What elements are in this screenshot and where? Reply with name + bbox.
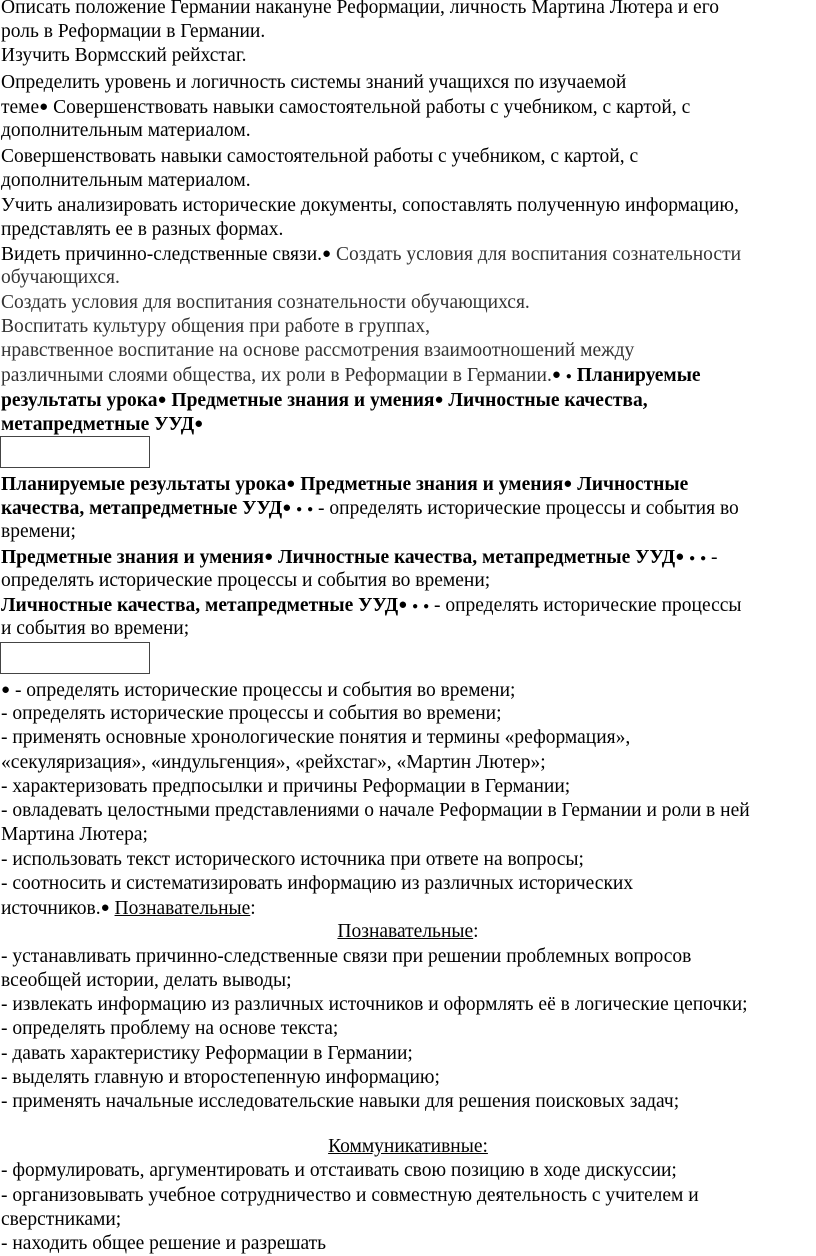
text-line: Планируемые результаты урока● Предметные знания и умения● Личностные	[1, 474, 689, 495]
bullet-icon: ●	[194, 416, 204, 432]
bullet-icon: ●	[551, 367, 561, 383]
bullet-icon: ●	[434, 392, 444, 408]
bullet-small-icon: ●	[307, 504, 314, 515]
text-line: - организовывать учебное сотрудничество и совместную деятельность с учителем и	[1, 1185, 699, 1206]
empty-box	[0, 642, 150, 674]
text-line: дополнительным материалом.	[1, 170, 251, 191]
bullet-icon: ●	[563, 476, 573, 492]
text-line: ● - определять исторические процессы и события во времени;	[1, 680, 516, 701]
text-line: времени;	[1, 521, 76, 542]
bullet-icon: ●	[286, 476, 296, 492]
text-line: «секуляризация», «индульгенция», «рейхстаг», «Мартин Лютер»;	[1, 752, 546, 773]
text-line: - определять исторические процессы и события во времени;	[1, 703, 502, 724]
text-line: нравственное воспитание на основе рассмотрения взаимоотношений между	[1, 340, 635, 361]
text-line: Видеть причинно-следственные связи.● Создать условия для воспитания сознательности	[1, 244, 742, 265]
text-line: Совершенствовать навыки самостоятельной работы с учебником, с картой, с	[1, 146, 639, 167]
text-line: Предметные знания и умения● Личностные качества, метапредметные УУД● ● ● -	[1, 547, 718, 568]
text-line: качества, метапредметные УУД● ● ● - определять исторические процессы и события во	[1, 498, 739, 519]
text-line: роль в Реформации в Германии.	[1, 21, 266, 42]
bullet-small-icon: ●	[565, 371, 572, 382]
bullet-icon: ●	[264, 549, 274, 565]
text-line: Воспитать культуру общения при работе в группах,	[1, 316, 430, 337]
section-heading: Познавательные:	[337, 921, 479, 942]
text-line: - определять проблему на основе текста;	[1, 1018, 339, 1039]
bullet-small-icon: ●	[689, 553, 696, 564]
bullet-icon: ●	[398, 597, 408, 613]
bullet-icon: ●	[100, 900, 110, 916]
text-line: - применять основные хронологические понятия и термины «реформация»,	[1, 727, 631, 748]
text-line: источников.● Познавательные:	[1, 898, 256, 919]
text-line: Описать положение Германии накануне Реформации, личность Мартина Лютера и его	[1, 0, 719, 18]
text-line: определять исторические процессы и события во времени;	[1, 570, 491, 591]
bullet-small-icon: ●	[412, 601, 419, 612]
text-line: - соотносить и систематизировать информацию из различных исторических	[1, 873, 634, 894]
empty-box	[0, 436, 150, 468]
bullet-icon: ●	[675, 549, 685, 565]
text-line: Определить уровень и логичность системы знаний учащихся по изучаемой	[1, 72, 627, 93]
text-line: всеобщей истории, делать выводы;	[1, 970, 292, 991]
text-line: - формулировать, аргументировать и отстаивать свою позицию в ходе дискуссии;	[1, 1160, 677, 1181]
text-line: обучающихся.	[1, 267, 120, 288]
text-line: Мартина Лютера;	[1, 824, 148, 845]
text-line: сверстниками;	[1, 1209, 122, 1230]
text-line: - давать характеристику Реформации в Германии;	[1, 1043, 413, 1064]
text-line: - применять начальные исследовательские навыки для решения поисковых задач;	[1, 1091, 680, 1112]
text-line: Создать условия для воспитания сознательности обучающихся.	[1, 292, 530, 313]
text-line: Личностные качества, метапредметные УУД● ● ● - определять исторические процессы	[1, 595, 742, 616]
text-line: - овладевать целостными представлениями о начале Реформации в Германии и роли в ней	[1, 800, 750, 821]
bullet-icon: ●	[1, 682, 11, 698]
bullet-small-icon: ●	[423, 601, 430, 612]
text-line: представлять ее в разных формах.	[1, 219, 284, 240]
text-line: различными слоями общества, их роли в Реформации в Германии.● ● Планируемые	[1, 365, 701, 386]
bullet-icon: ●	[39, 99, 49, 115]
bullet-small-icon: ●	[700, 553, 707, 564]
text-line: - характеризовать предпосылки и причины Реформации в Германии;	[1, 776, 571, 797]
text-line: и события во времени;	[1, 618, 190, 639]
section-heading: Коммуникативные:	[328, 1136, 488, 1157]
text-line: - извлекать информацию из различных источников и оформлять её в логические цепочки;	[1, 994, 748, 1015]
text-line: теме● Совершенствовать навыки самостоятельной работы с учебником, с картой, с	[1, 97, 691, 118]
text-line: - устанавливать причинно-следственные связи при решении проблемных вопросов	[1, 946, 692, 967]
bullet-icon: ●	[322, 246, 332, 262]
bullet-icon: ●	[282, 500, 292, 516]
bullet-icon: ●	[157, 392, 167, 408]
text-line: - выделять главную и второстепенную информацию;	[1, 1067, 440, 1088]
text-line: - использовать текст исторического источника при ответе на вопросы;	[1, 849, 584, 870]
text-line: - находить общее решение и разрешать	[1, 1233, 327, 1254]
text-line: Изучить Вормсский рейхстаг.	[1, 45, 247, 66]
text-line: дополнительным материалом.	[1, 120, 251, 141]
text-line: результаты урока● Предметные знания и умения● Личностные качества,	[1, 390, 648, 411]
bullet-small-icon: ●	[296, 504, 303, 515]
text-line: метапредметные УУД●	[1, 414, 204, 435]
text-line: Учить анализировать исторические документы, сопоставлять полученную информацию,	[1, 195, 739, 216]
